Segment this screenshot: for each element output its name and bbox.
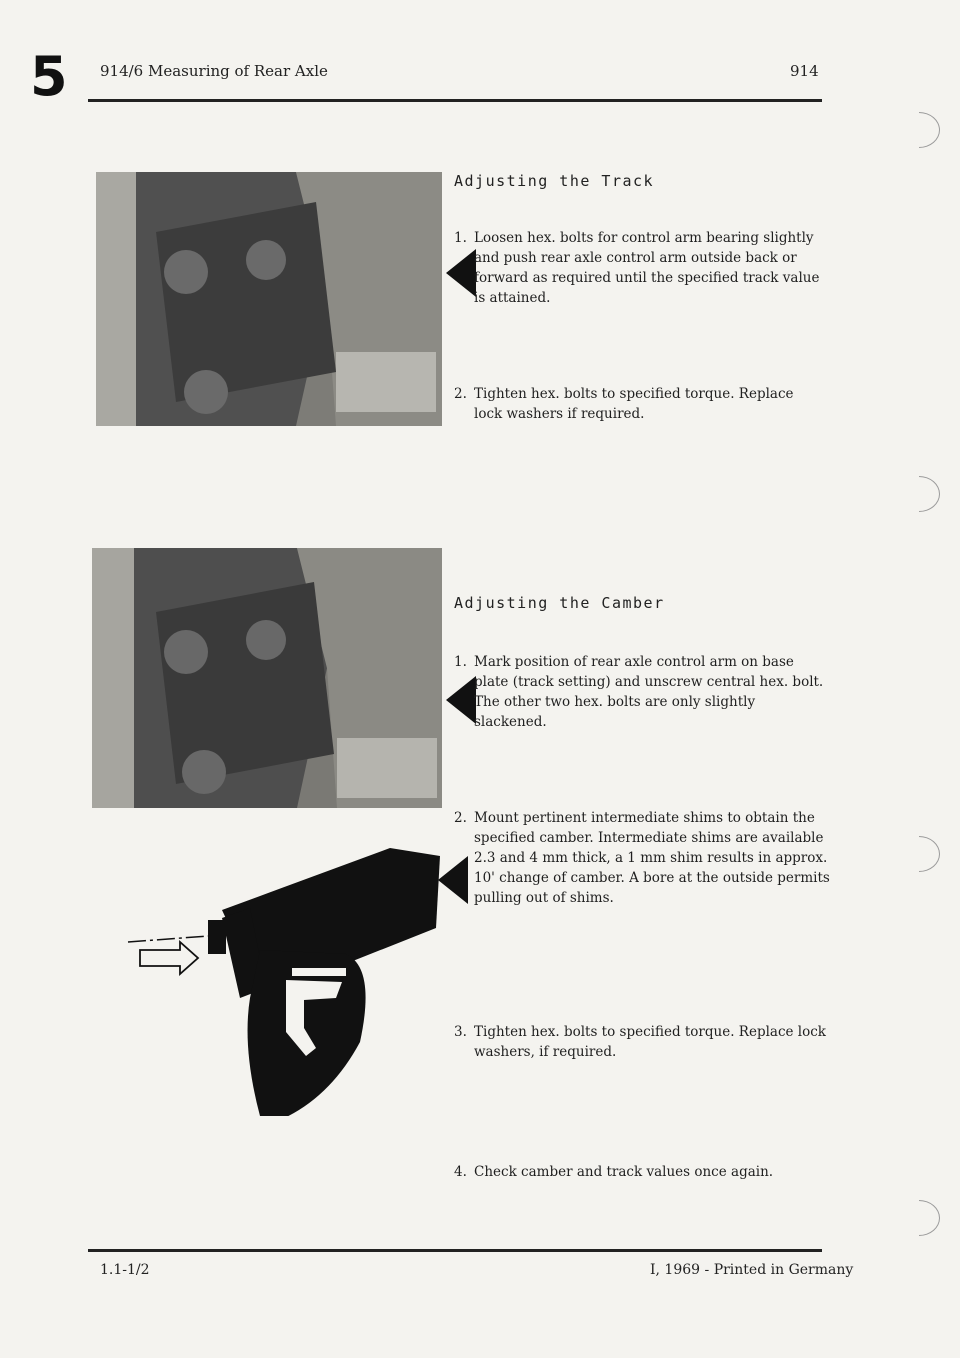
- page-title: 914/6 Measuring of Rear Axle: [100, 62, 328, 80]
- binder-hole-mark: [898, 476, 940, 512]
- footer-rule: [88, 1249, 822, 1252]
- track-step-1: 1. Loosen hex. bolts for control arm bearing slightly and push rear axle control arm outside back or forward as required until the specified track value is attained.: [454, 230, 820, 306]
- camber-photo-illustration: [92, 548, 442, 808]
- track-adjustment-photo: [96, 172, 442, 426]
- camber-adjustment-photo: [92, 548, 442, 808]
- camber-step-2: 2. Mount pertinent intermediate shims to obtain the specified camber. Intermediate shims are available 2.3 and 4 mm thick, a 1 mm shim results in approx. 10' change of camber. A bore at the outside permits pulling out of shims.: [454, 810, 830, 906]
- camber-step-3: 3. Tighten hex. bolts to specified torque. Replace lock washers, if required.: [454, 1024, 826, 1060]
- control-arm-shim-diagram: [110, 848, 450, 1116]
- binder-hole-mark: [898, 836, 940, 872]
- shim-diagram: [110, 848, 450, 1116]
- print-info: I, 1969 - Printed in Germany: [650, 1262, 854, 1278]
- camber-heading: Adjusting the Camber: [454, 594, 665, 612]
- camber-step-1: 1. Mark position of rear axle control arm on base plate (track setting) and unscrew central hex. bolt. The other two hex. bolts are only slightly slackened.: [454, 654, 824, 730]
- header-rule: [88, 99, 822, 102]
- track-step-2: 2. Tighten hex. bolts to specified torque. Replace lock washers if required.: [454, 386, 794, 422]
- page-number: 1.1-1/2: [100, 1262, 150, 1278]
- track-photo-illustration: [96, 172, 442, 426]
- section-number: 5: [30, 45, 68, 108]
- binder-hole-mark: [898, 1200, 940, 1236]
- model-number: 914: [790, 62, 819, 80]
- track-heading: Adjusting the Track: [454, 172, 655, 190]
- binder-hole-mark: [898, 112, 940, 148]
- camber-step-4: 4. Check camber and track values once again.: [454, 1164, 774, 1180]
